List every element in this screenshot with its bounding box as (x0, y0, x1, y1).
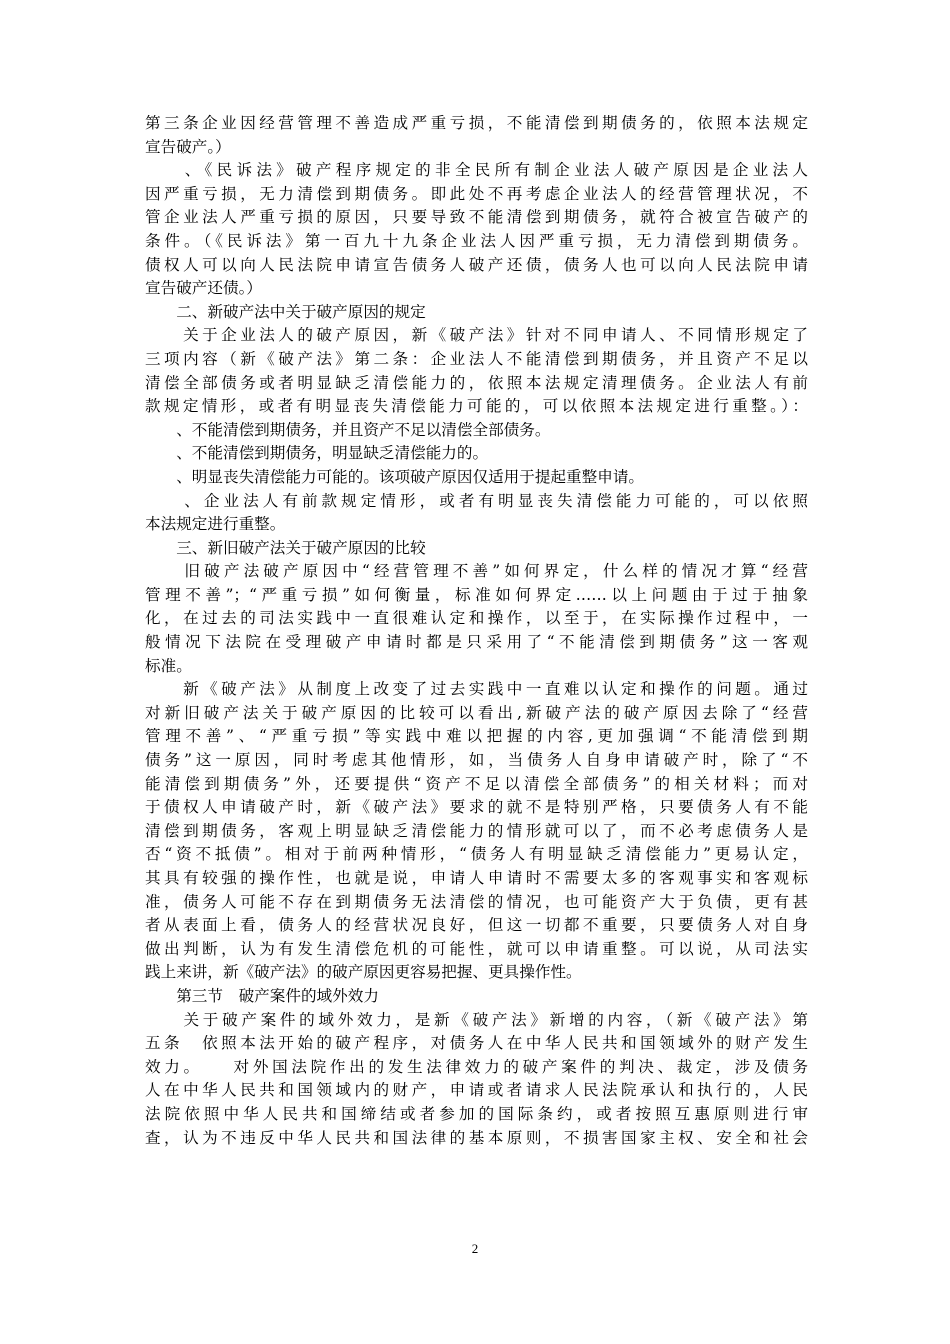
body-text (145, 112, 808, 1150)
section-heading: 二、新破产法中关于破产原因的规定 (145, 302, 426, 321)
text-line: 旧破产法破产原因中“经营管理不善”如何界定，什么样的情况才算“经营 (145, 562, 808, 581)
text-line: 准，债务人可能不存在到期债务无法清偿的情况，也可能资产大于负债，更有甚 (145, 892, 808, 911)
text-line: 能清偿到期债务”外，还要提供“资产不足以清偿全部债务”的相关材料；而对 (145, 774, 808, 793)
text-line: 条件。（《民诉法》第一百九十九条企业法人因严重亏损，无力清偿到期债务。 (145, 231, 808, 250)
text-line: 债务”这一原因，同时考虑其他情形，如，当债务人自身申请破产时，除了“不 (145, 751, 808, 770)
text-line: 因严重亏损，无力清偿到期债务。即此处不再考虑企业法人的经营管理状况，不 (145, 184, 808, 203)
text-line: 清偿全部债务或者明显缺乏清偿能力的，依照本法规定清理债务。企业法人有前 (145, 373, 808, 392)
text-line: 债权人可以向人民法院申请宣告债务人破产还债，债务人也可以向人民法院申请 (145, 255, 808, 274)
text-line: 管企业法人严重亏损的原因，只要导致不能清偿到期债务，就符合被宣告破产的 (145, 208, 808, 227)
text-line: 般情况下法院在受理破产申请时都是只采用了“不能清偿到期债务”这一客观 (145, 633, 808, 652)
text-line: 践上来讲，新《破产法》的破产原因更容易把握、更具操作性。 (145, 963, 582, 982)
text-line: 关于破产案件的域外效力，是新《破产法》新增的内容，（新《破产法》第 (145, 1010, 808, 1029)
text-line: 管理不善”；“严重亏损”如何衡量，标准如何界定……以上问题由于过于抽象 (145, 585, 808, 604)
list-item: 、明显丧失清偿能力可能的。该项破产原因仅适用于提起重整申请。 (145, 467, 645, 486)
section-heading: 三、新旧破产法关于破产原因的比较 (145, 538, 426, 557)
list-item: 、企业法人有前款规定情形，或者有明显丧失清偿能力可能的，可以依照 (145, 491, 808, 510)
text-line: 本法规定进行重整。 (145, 515, 286, 534)
page-number: 2 (471, 1241, 479, 1256)
text-line: 款规定情形，或者有明显丧失清偿能力可能的，可以依照本法规定进行重整。）： (145, 397, 808, 416)
text-line: 宣告破产还债。） (145, 279, 262, 298)
text-line: 对新旧破产法关于破产原因的比较可以看出,新破产法的破产原因去除了“经营 (145, 703, 808, 722)
text-line: 管理不善”、“严重亏损”等实践中难以把握的内容,更加强调“不能清偿到期 (145, 727, 808, 746)
text-line: 五条 依照本法开始的破产程序，对债务人在中华人民共和国领域外的财产发生 (145, 1034, 808, 1053)
text-line: 查，认为不违反中华人民共和国法律的基本原则，不损害国家主权、安全和社会 (145, 1128, 808, 1147)
text-line: 者从表面上看，债务人的经营状况良好，但这一切都不重要，只要债务人对自身 (145, 916, 808, 935)
text-line: 第三条企业因经营管理不善造成严重亏损，不能清偿到期债务的，依照本法规定 (145, 114, 808, 132)
text-line: 关于企业法人的破产原因，新《破产法》针对不同申请人、不同情形规定了 (145, 326, 808, 345)
list-item: 、不能清偿到期债务，并且资产不足以清偿全部债务。 (145, 420, 551, 439)
text-line: 清偿到期债务，客观上明显缺乏清偿能力的情形就可以了，而不必考虑债务人是 (145, 821, 808, 840)
text-line: 宣告破产。） (145, 137, 231, 156)
text-line: 否“资不抵债”。相对于前两种情形，“债务人有明显缺乏清偿能力”更易认定， (145, 845, 808, 864)
text-line: 效力。 对外国法院作出的发生法律效力的破产案件的判决、裁定，涉及债务 (145, 1057, 808, 1076)
text-line: 、《民诉法》破产程序规定的非全民所有制企业法人破产原因是企业法人 (145, 161, 808, 180)
text-line: 做出判断，认为有发生清偿危机的可能性，就可以申请重整。可以说，从司法实 (145, 939, 808, 958)
text-line: 其具有较强的操作性，也就是说，申请人申请时不需要太多的客观事实和客观标 (145, 869, 808, 887)
text-line: 新《破产法》从制度上改变了过去实践中一直难以认定和操作的问题。通过 (145, 680, 808, 699)
section-heading: 第三节 破产案件的域外效力 (145, 986, 379, 1005)
list-item: 、不能清偿到期债务，明显缺乏清偿能力的。 (145, 444, 489, 463)
text-line: 于债权人申请破产时，新《破产法》要求的就不是特别严格，只要债务人有不能 (145, 798, 808, 817)
text-line: 化，在过去的司法实践中一直很难认定和操作，以至于，在实际操作过程中，一 (145, 609, 808, 628)
text-line: 法院依照中华人民共和国缔结或者参加的国际条约，或者按照互惠原则进行审 (145, 1104, 808, 1123)
text-line: 三项内容（新《破产法》第二条：企业法人不能清偿到期债务，并且资产不足以 (145, 349, 808, 368)
text-line: 人在中华人民共和国领域内的财产，申请或者请求人民法院承认和执行的，人民 (145, 1081, 808, 1100)
text-line: 标准。 (145, 656, 192, 675)
